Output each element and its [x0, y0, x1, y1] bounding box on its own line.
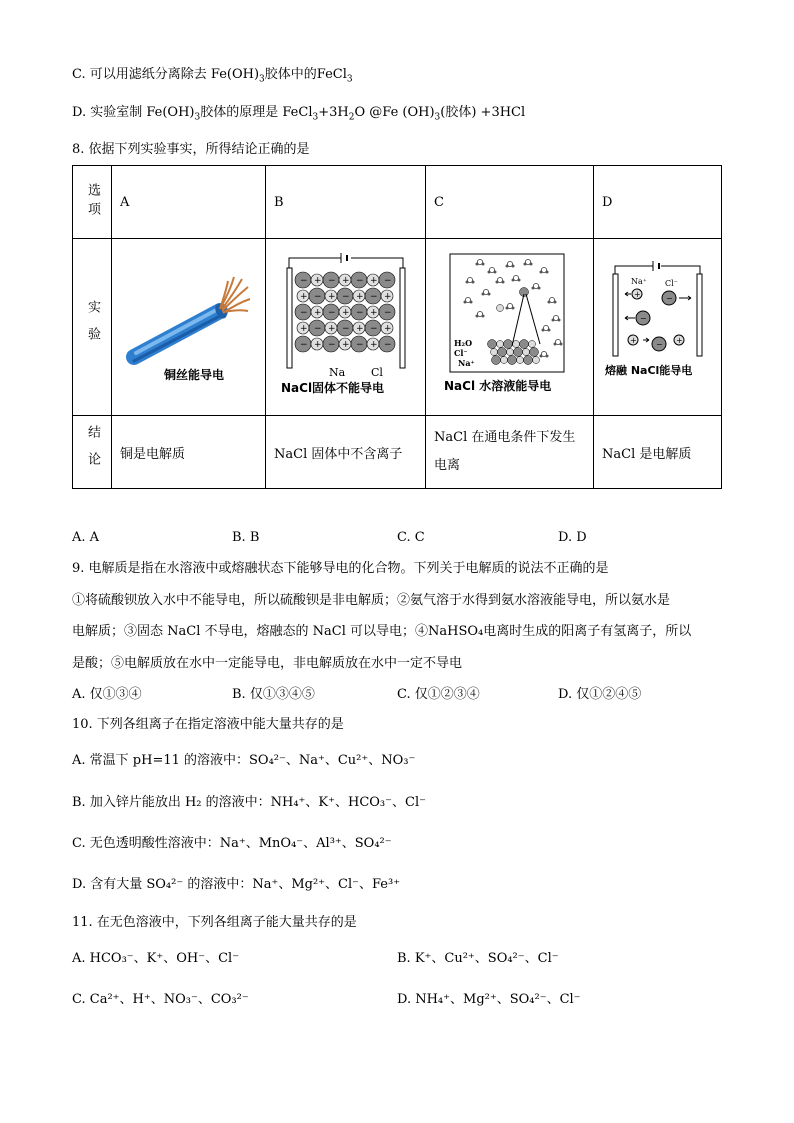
svg-text:+: +: [355, 324, 364, 334]
svg-text:+: +: [675, 336, 683, 345]
svg-text:+: +: [313, 276, 322, 286]
sodium-ion: [500, 357, 507, 364]
sodium-ion: [367, 306, 379, 318]
q10-option-b[interactable]: B. 加入锌片能放出 H₂ 的溶液中：NH₄⁺、K⁺、HCO₃⁻、Cl⁻: [72, 795, 426, 810]
chloride-ion: [487, 340, 496, 349]
q8-answer-c[interactable]: C. C: [397, 530, 425, 545]
wire-body: [134, 302, 229, 361]
caption-a: 铜丝能导电: [163, 368, 224, 382]
svg-text:−: −: [665, 294, 673, 303]
chloride-ion: [295, 272, 311, 288]
q11-option-d[interactable]: D. NH₄⁺、Mg²⁺、SO₄²⁻、Cl⁻: [397, 992, 581, 1007]
svg-text:−: −: [313, 292, 322, 302]
col-b-letter: B: [266, 166, 426, 239]
sodium-ion: [311, 274, 323, 286]
q9-answer-d[interactable]: D. 仅①②④⑤: [558, 687, 642, 702]
svg-text:+: +: [313, 308, 322, 318]
chloride-ion: [523, 356, 532, 365]
q8-answer-b[interactable]: B. B: [232, 530, 260, 545]
sodium-ion: [297, 322, 309, 334]
q11-option-c[interactable]: C. Ca²⁺、H⁺、NO₃⁻、CO₃²⁻: [72, 992, 249, 1007]
q10-option-a[interactable]: A. 常温下 pH=11 的溶液中：SO₄²⁻、Na⁺、Cu²⁺、NO₃⁻: [72, 753, 416, 768]
svg-text:−: −: [383, 340, 392, 350]
experiment-b-image: [266, 239, 426, 416]
q9-answer-b[interactable]: B. 仅①③④⑤: [232, 687, 315, 702]
sodium-ion: [381, 290, 393, 302]
chloride-ion: [379, 336, 395, 352]
molten-nacl-image: [603, 250, 713, 400]
svg-text:−: −: [341, 292, 350, 302]
experiment-a-image: [112, 239, 266, 416]
svg-text:−: −: [369, 324, 378, 334]
label-na: Na: [328, 366, 345, 379]
col-c-letter: C: [426, 166, 594, 239]
svg-text:−: −: [341, 324, 350, 334]
chloride-ion: [365, 320, 381, 336]
svg-text:+: +: [369, 308, 378, 318]
sodium-ion: [353, 290, 365, 302]
chloride-ion: [503, 340, 512, 349]
chloride-ion: [337, 288, 353, 304]
sodium-ion: [339, 338, 351, 350]
svg-text:+: +: [327, 292, 336, 302]
sodium-ion: [381, 322, 393, 334]
q8-answer-a[interactable]: A. A: [72, 530, 100, 545]
conclusion-a: 铜是电解质: [112, 416, 266, 489]
svg-text:+: +: [327, 324, 336, 334]
sodium-ion: [496, 341, 503, 348]
q9-statement-line-1: ①将硫酸钡放入水中不能导电，所以硫酸钡是非电解质；②氨气溶于水得到氨水溶液能导电，所以氨水是: [72, 593, 671, 608]
svg-text:−: −: [355, 340, 364, 350]
svg-text:−: −: [299, 276, 308, 286]
nacl-solid-image: [281, 250, 411, 400]
q11-stem: 11. 在无色溶液中，下列各组离子能大量共存的是: [72, 915, 357, 930]
sodium-ion: [506, 349, 513, 356]
chloride-ion: [351, 304, 367, 320]
label-cl-d: Cl⁻: [664, 279, 678, 288]
q10-stem: 10. 下列各组离子在指定溶液中能大量共存的是: [72, 717, 344, 732]
chloride-ion: [379, 304, 395, 320]
sodium-ion: [516, 357, 523, 364]
experiment-d-image: [594, 239, 722, 416]
label-cl: Cl: [370, 366, 383, 379]
chloride-ion: [323, 304, 339, 320]
q9-statement-line-2: 电解质；③固态 NaCl 不导电，熔融态的 NaCl 可以导电；④NaHSO₄电离时生成的阳离子有氢离子，所以: [72, 624, 692, 639]
sodium-ion: [339, 274, 351, 286]
chloride-ion: [323, 336, 339, 352]
svg-text:−: −: [639, 314, 647, 323]
experiment-c-image: [426, 239, 594, 416]
q9-stem: 9. 电解质是指在水溶液中或熔融状态下能够导电的化合物。下列关于电解质的说法不正确的是: [72, 561, 609, 576]
chloride-ion: [295, 304, 311, 320]
svg-text:−: −: [313, 324, 322, 334]
q8-answer-d[interactable]: D. D: [558, 530, 587, 545]
sodium-ion: [311, 338, 323, 350]
label-na-c: Na⁺: [457, 358, 475, 368]
chloride-ion: [365, 288, 381, 304]
copper-strands: [220, 277, 250, 313]
svg-text:+: +: [313, 340, 322, 350]
chloride-ion: [295, 336, 311, 352]
sodium-ion: [512, 341, 519, 348]
chloride-ion: [351, 336, 367, 352]
sodium-ion: [353, 322, 365, 334]
q9-answer-c[interactable]: C. 仅①②③④: [397, 687, 480, 702]
svg-text:−: −: [355, 276, 364, 286]
svg-text:+: +: [369, 340, 378, 350]
caption-d: 熔融 NaCl能导电: [604, 364, 692, 377]
q10-option-d[interactable]: D. 含有大量 SO₄²⁻ 的溶液中：Na⁺、Mg²⁺、Cl⁻、Fe³⁺: [72, 877, 401, 892]
copper-wire-image: [124, 265, 254, 385]
sodium-ion: [325, 290, 337, 302]
sodium-ion: [496, 305, 503, 312]
svg-text:−: −: [327, 308, 336, 318]
svg-text:−: −: [327, 276, 336, 286]
q7-option-c: C. 可以用滤纸分离除去 $Fe(OH)_3$胶体中的FeCl$_3$: [72, 67, 353, 85]
row-label-option: 选项: [73, 166, 112, 239]
q10-option-c[interactable]: C. 无色透明酸性溶液中：Na⁺、MnO₄⁻、Al³⁺、SO₄²⁻: [72, 836, 392, 851]
svg-text:−: −: [369, 292, 378, 302]
sodium-ion: [528, 341, 535, 348]
sodium-ion: [367, 338, 379, 350]
conclusion-d: NaCl 是电解质: [594, 416, 722, 489]
svg-text:−: −: [383, 276, 392, 286]
svg-text:−: −: [327, 340, 336, 350]
sodium-ion: [532, 357, 539, 364]
col-a-letter: A: [112, 166, 266, 239]
chloride-ion: [351, 272, 367, 288]
q9-answer-a[interactable]: A. 仅①③④: [72, 687, 142, 702]
sodium-ion: [339, 306, 351, 318]
chloride-ion: [507, 356, 516, 365]
col-d-letter: D: [594, 166, 722, 239]
sodium-ion: [490, 349, 497, 356]
q11-option-a[interactable]: A. HCO₃⁻、K⁺、OH⁻、Cl⁻: [72, 951, 240, 966]
chloride-ion: [323, 272, 339, 288]
q8-stem: 8. 依据下列实验事实，所得结论正确的是: [72, 142, 310, 157]
svg-text:+: +: [383, 292, 392, 302]
svg-text:+: +: [355, 292, 364, 302]
svg-text:+: +: [383, 324, 392, 334]
svg-text:+: +: [299, 292, 308, 302]
chloride-ion: [519, 340, 528, 349]
conclusion-b: NaCl 固体中不含离子: [266, 416, 426, 489]
q9-statement-line-3: 是酸；⑤电解质放在水中一定能导电，非电解质放在水中一定不导电: [72, 656, 463, 671]
svg-text:+: +: [629, 336, 637, 345]
q8-table: [72, 165, 722, 489]
label-cl-c: Cl⁻: [453, 348, 468, 358]
sodium-ion: [522, 349, 529, 356]
sodium-ion: [325, 322, 337, 334]
chloride-ion: [491, 356, 500, 365]
svg-text:−: −: [655, 340, 663, 349]
svg-text:+: +: [341, 308, 350, 318]
ion-lattice: [295, 272, 395, 352]
chloride-ion: [513, 348, 522, 357]
svg-text:+: +: [633, 290, 641, 299]
nacl-solution-image: [440, 250, 580, 400]
chloride-ion: [337, 320, 353, 336]
svg-text:+: +: [299, 324, 308, 334]
svg-text:−: −: [299, 340, 308, 350]
svg-text:−: −: [355, 308, 364, 318]
caption-b: NaCl固体不能导电: [280, 381, 384, 395]
conclusion-c: NaCl 在通电条件下发生电离: [426, 416, 594, 489]
sodium-ion: [297, 290, 309, 302]
sodium-ion: [367, 274, 379, 286]
chloride-ion: [529, 348, 538, 357]
label-h2o: H₂O: [453, 338, 472, 348]
q7-option-d: D. 实验室制 $Fe(OH)_3$胶体的原理是 $FeCl_3+3H_2O$ @Fe $(OH)_3$(胶体) +3HCl: [72, 105, 526, 123]
sodium-ion: [311, 306, 323, 318]
chloride-ion: [497, 348, 506, 357]
chloride-ion: [379, 272, 395, 288]
q11-option-b[interactable]: B. K⁺、Cu²⁺、SO₄²⁻、Cl⁻: [397, 951, 559, 966]
svg-text:+: +: [341, 276, 350, 286]
chloride-ion: [309, 288, 325, 304]
caption-c: NaCl 水溶液能导电: [443, 379, 551, 393]
svg-text:+: +: [341, 340, 350, 350]
chloride-ion: [309, 320, 325, 336]
row-label-conclusion: 结论: [73, 416, 112, 489]
svg-text:+: +: [369, 276, 378, 286]
label-na-d: Na⁺: [630, 277, 647, 286]
svg-text:−: −: [299, 308, 308, 318]
svg-text:−: −: [383, 308, 392, 318]
row-label-experiment: 实验: [73, 239, 112, 416]
